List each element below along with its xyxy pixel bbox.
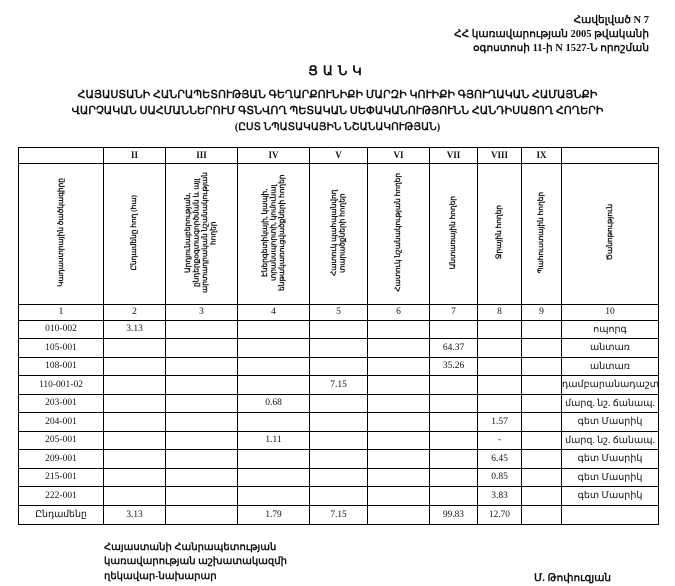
cell-forest <box>430 413 478 432</box>
cell-note: մարզ. նշ. ճանապ. <box>562 431 659 450</box>
cell-reserve <box>522 468 562 487</box>
cell-water: 6.45 <box>478 450 522 469</box>
cell-industry <box>166 468 238 487</box>
total-protected: 7.15 <box>310 505 368 524</box>
cell-water: - <box>478 431 522 450</box>
column-number-row <box>19 304 659 320</box>
cell-forest <box>430 487 478 506</box>
signature-line-1: Հայաստանի Հանրապետության <box>104 541 277 553</box>
total-special <box>368 505 430 524</box>
header-forest-land <box>430 163 478 304</box>
roman-col-8: VIII <box>478 147 522 163</box>
signatory-name: Մ. Թոփուզյան <box>534 572 612 584</box>
cell-industry <box>166 487 238 506</box>
cell-code: 110-001-02 <box>19 376 104 395</box>
document-reference <box>18 14 649 57</box>
table-row <box>19 431 659 450</box>
cell-total <box>104 468 166 487</box>
total-reserve <box>522 505 562 524</box>
total-energy: 1.79 <box>238 505 310 524</box>
column-header-row <box>19 163 659 304</box>
doc-ref-line3: օգոստոսի 11-ի N 1527-Ն որոշման <box>473 43 649 55</box>
cell-water <box>478 339 522 358</box>
header-total-land <box>104 163 166 304</box>
cell-energy <box>238 487 310 506</box>
cell-total <box>104 413 166 432</box>
page-title: ՑԱՆԿ <box>308 62 367 78</box>
table-row <box>19 394 659 413</box>
cell-water <box>478 394 522 413</box>
header-label-9: Պահուստային հողեր <box>536 191 546 274</box>
colnum-7: 7 <box>430 304 478 320</box>
cell-protected <box>310 394 368 413</box>
header-label-2: Ընդամենը հող (հա) <box>129 194 139 271</box>
cell-forest <box>430 450 478 469</box>
signature-line-3: ղեկավար-նախարար <box>104 570 217 582</box>
cell-special <box>368 487 430 506</box>
table-total-row <box>19 505 659 524</box>
table-row <box>19 339 659 358</box>
header-label-5: Հատուկ պահպանվող տարածքների հողեր <box>328 189 347 276</box>
cell-energy: 1.11 <box>238 431 310 450</box>
table-row <box>19 468 659 487</box>
cell-note: գետ Մասրիկ <box>562 450 659 469</box>
cell-special <box>368 431 430 450</box>
cell-protected <box>310 413 368 432</box>
cell-special <box>368 450 430 469</box>
cell-total <box>104 487 166 506</box>
cell-special <box>368 320 430 339</box>
cell-forest <box>430 431 478 450</box>
cell-note: գետ Մասրիկ <box>562 413 659 432</box>
cell-protected <box>310 339 368 358</box>
header-note <box>562 163 659 304</box>
total-water: 12.70 <box>478 505 522 524</box>
subtitle-line-1: ՀԱՅԱՍՏԱՆԻ ՀԱՆՐԱՊԵՏՈՒԹՅԱՆ ԳԵՂԱՐՔՈՒՆԻՔԻ ՄԱՐԶԻ ԿՈՒԻՔԻ ԳՅՈՒՂԱԿԱՆ ՀԱՄԱՅՆՔԻ <box>77 88 598 101</box>
cell-code: 203-001 <box>19 394 104 413</box>
cell-code: 215-001 <box>19 468 104 487</box>
cell-total <box>104 394 166 413</box>
cell-note: անտառ <box>562 357 659 376</box>
cell-note: գետ Մասրիկ <box>562 468 659 487</box>
cell-note: անտառ <box>562 339 659 358</box>
colnum-9: 9 <box>522 304 562 320</box>
cell-industry <box>166 413 238 432</box>
roman-col-6: VI <box>368 147 430 163</box>
colnum-8: 8 <box>478 304 522 320</box>
header-label-7: Անտառային հողեր <box>448 195 458 270</box>
cell-code: 204-001 <box>19 413 104 432</box>
cell-forest <box>430 320 478 339</box>
cell-total: 3.13 <box>104 320 166 339</box>
cell-reserve <box>522 431 562 450</box>
colnum-5: 5 <box>310 304 368 320</box>
doc-ref-line2: ՀՀ կառավարության 2005 թվականի <box>454 29 649 41</box>
header-label-10: Ծանոթություն <box>604 204 614 261</box>
cell-code: 205-001 <box>19 431 104 450</box>
cell-note: գետ Մասրիկ <box>562 487 659 506</box>
cell-industry <box>166 357 238 376</box>
cell-industry <box>166 394 238 413</box>
cell-protected <box>310 357 368 376</box>
cell-note: ոպորգ <box>562 320 659 339</box>
cell-water: 0.85 <box>478 468 522 487</box>
roman-col-2: II <box>104 147 166 163</box>
cell-energy <box>238 413 310 432</box>
cell-industry <box>166 431 238 450</box>
cell-reserve <box>522 376 562 395</box>
cell-protected <box>310 468 368 487</box>
table-row <box>19 357 659 376</box>
roman-col-3: III <box>166 147 238 163</box>
roman-col-4: IV <box>238 147 310 163</box>
cell-forest <box>430 376 478 395</box>
header-water-land <box>478 163 522 304</box>
colnum-4: 4 <box>238 304 310 320</box>
cell-total <box>104 450 166 469</box>
cell-total <box>104 431 166 450</box>
roman-col-5: V <box>310 147 368 163</box>
cell-energy <box>238 468 310 487</box>
cell-industry <box>166 320 238 339</box>
subtitle-line-2: ՎԱՐՉԱԿԱՆ ՍԱՀՄԱՆՆԵՐՈՒՄ ԳՏՆՎՈՂ ՊԵՏԱԿԱՆ ՍԵՓԱԿԱՆՈՒԹՅՈՒՆՆ ՀԱՆԴԻՍԱՑՈՂ ՀՈՂԵՐԻ <box>71 105 604 118</box>
signature-line-2: կառավարության աշխատակազմի <box>104 556 287 568</box>
cell-forest: 35.26 <box>430 357 478 376</box>
table-row <box>19 450 659 469</box>
cell-reserve <box>522 413 562 432</box>
table-row <box>19 413 659 432</box>
colnum-1: 1 <box>19 304 104 320</box>
header-reserve-land <box>522 163 562 304</box>
cell-special <box>368 394 430 413</box>
header-energy-transport-land <box>238 163 310 304</box>
doc-ref-line1: Հավելված N 7 <box>573 15 649 26</box>
total-forest: 99.83 <box>430 505 478 524</box>
colnum-6: 6 <box>368 304 430 320</box>
header-cadastral-code <box>19 163 104 304</box>
cell-protected: 7.15 <box>310 376 368 395</box>
cell-reserve <box>522 450 562 469</box>
cell-forest <box>430 468 478 487</box>
subtitle-parenthetical: (ԸՍՏ ՆՊԱՏԱԿԱՅԻՆ ՆՇԱՆԱԿՈՒԹՅԱՆ) <box>234 121 441 133</box>
cell-protected <box>310 320 368 339</box>
cell-energy <box>238 376 310 395</box>
header-label-8: Ջրային հողեր <box>494 205 504 260</box>
header-special-purpose-land <box>368 163 430 304</box>
cell-reserve <box>522 339 562 358</box>
cell-water: 1.57 <box>478 413 522 432</box>
cell-protected <box>310 450 368 469</box>
table-row <box>19 320 659 339</box>
cell-water <box>478 376 522 395</box>
cell-energy <box>238 450 310 469</box>
roman-col-10 <box>562 147 659 163</box>
header-industry-land <box>166 163 238 304</box>
cell-special <box>368 376 430 395</box>
cell-reserve <box>522 320 562 339</box>
colnum-2: 2 <box>104 304 166 320</box>
roman-numeral-row <box>19 147 659 163</box>
cell-code: 010-002 <box>19 320 104 339</box>
header-label-3: Արդյունաբերության, ընդերքօգտագործման և այլ արտադրական նշանակության հողեր <box>183 172 219 293</box>
cell-reserve <box>522 394 562 413</box>
cell-code: 209-001 <box>19 450 104 469</box>
cell-water: 3.83 <box>478 487 522 506</box>
header-label-4: Էներգետիկայի, կապի, տրանսպորտի, կոմունալ ենթակառուցվածքների հողեր <box>259 174 286 291</box>
colnum-3: 3 <box>166 304 238 320</box>
page-subtitle <box>18 87 657 120</box>
cell-code: 222-001 <box>19 487 104 506</box>
cell-note: մարզ. նշ. ճանապ. <box>562 394 659 413</box>
total-total: 3.13 <box>104 505 166 524</box>
cell-energy: 0.68 <box>238 394 310 413</box>
cell-special <box>368 339 430 358</box>
header-protected-areas-land <box>310 163 368 304</box>
table-row <box>19 487 659 506</box>
roman-col-9: IX <box>522 147 562 163</box>
cell-reserve <box>522 487 562 506</box>
header-label-1: Կադաստրային ծածկագիրը <box>55 178 65 287</box>
total-note <box>562 505 659 524</box>
cell-water <box>478 357 522 376</box>
cell-protected <box>310 431 368 450</box>
cell-forest: 64.37 <box>430 339 478 358</box>
cell-total <box>104 357 166 376</box>
cell-note: դամբարանադաշտ <box>562 376 659 395</box>
cell-energy <box>238 357 310 376</box>
cell-code: 108-001 <box>19 357 104 376</box>
table-row <box>19 376 659 395</box>
roman-col-7: VII <box>430 147 478 163</box>
cell-total <box>104 339 166 358</box>
cell-special <box>368 357 430 376</box>
cell-water <box>478 320 522 339</box>
cell-industry <box>166 339 238 358</box>
cell-code: 105-001 <box>19 339 104 358</box>
signature-block <box>104 541 657 585</box>
cell-energy <box>238 320 310 339</box>
cell-special <box>368 413 430 432</box>
header-label-6: Հատուկ նշանակության հողեր <box>393 173 403 292</box>
total-industry <box>166 505 238 524</box>
roman-col-1 <box>19 147 104 163</box>
cell-total <box>104 376 166 395</box>
cell-industry <box>166 450 238 469</box>
land-table <box>18 147 659 525</box>
title-block <box>18 63 657 133</box>
cell-reserve <box>522 357 562 376</box>
cell-special <box>368 468 430 487</box>
cell-protected <box>310 487 368 506</box>
colnum-10: 10 <box>562 304 659 320</box>
cell-industry <box>166 376 238 395</box>
cell-forest <box>430 394 478 413</box>
cell-energy <box>238 339 310 358</box>
total-label: Ընդամենը <box>19 505 104 524</box>
